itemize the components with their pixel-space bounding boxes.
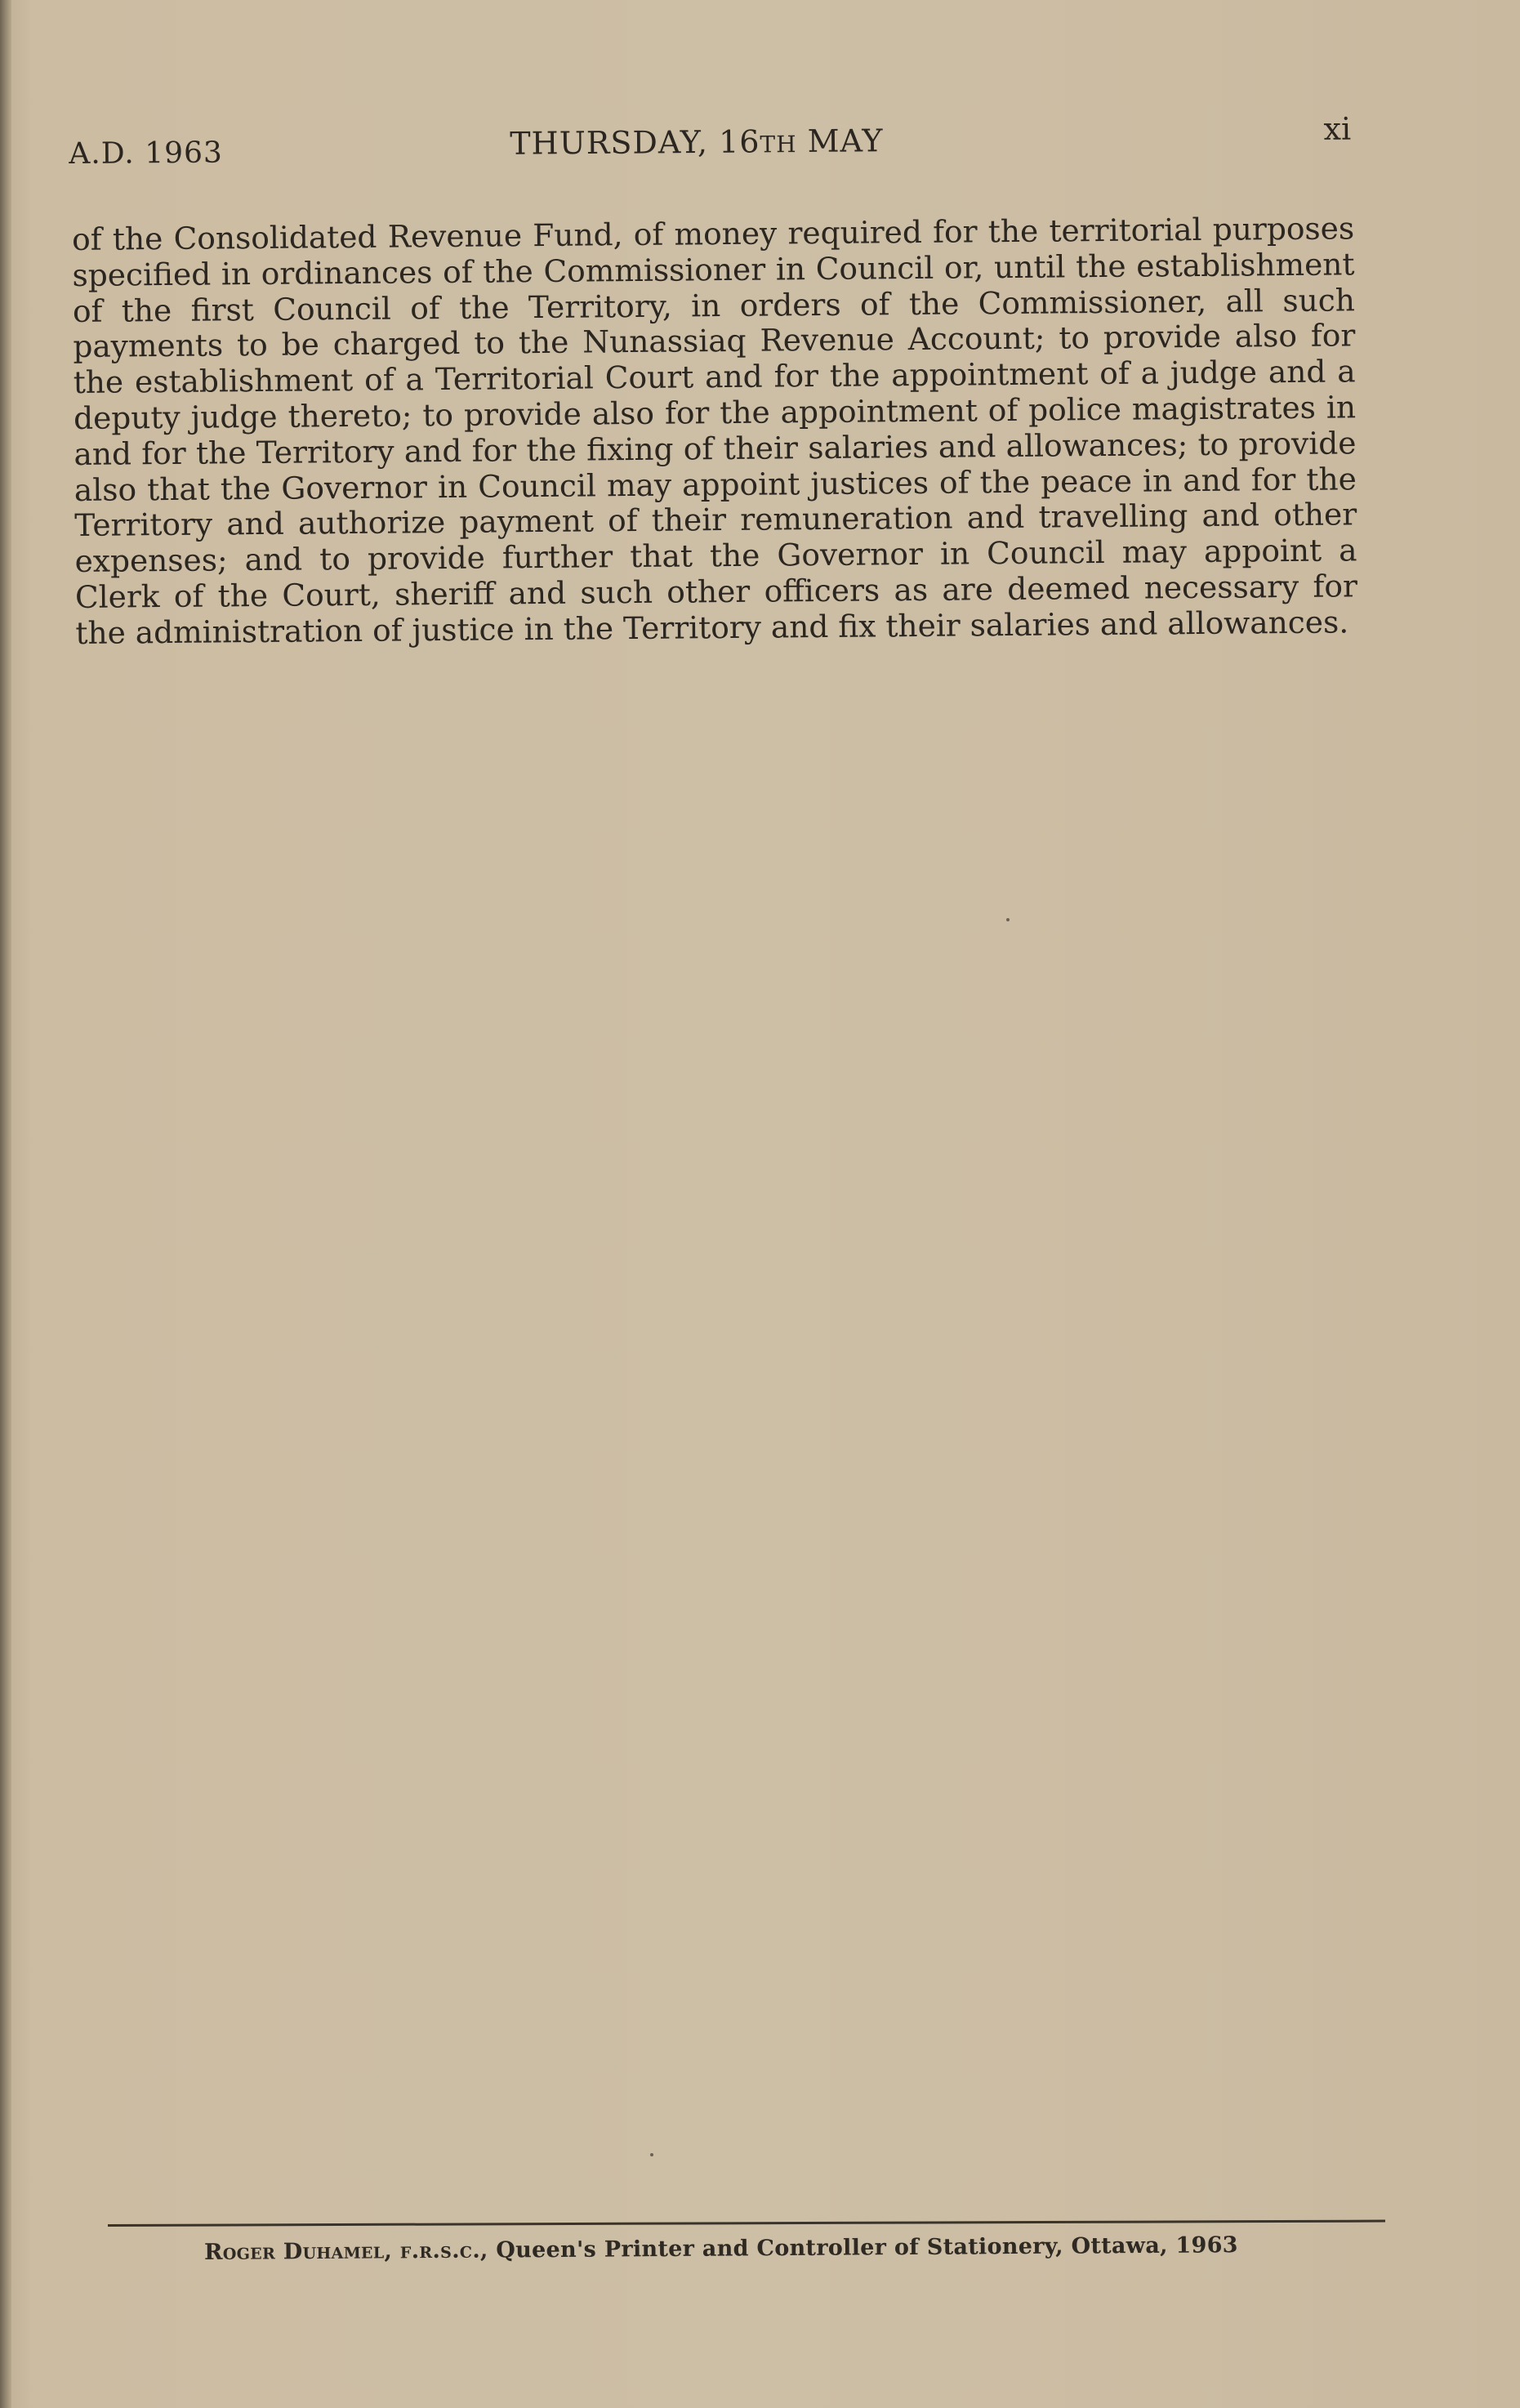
header-date-ordinal: TH bbox=[760, 130, 797, 158]
footer-rule bbox=[108, 2220, 1385, 2227]
paper-speck bbox=[650, 2153, 653, 2156]
header-date-day: THURSDAY, 16 bbox=[510, 123, 760, 162]
running-header bbox=[69, 111, 1352, 178]
paper-speck bbox=[1006, 918, 1010, 921]
printer-imprint bbox=[204, 2232, 1348, 2265]
printer-title: , f.r.s.c., bbox=[384, 2237, 488, 2264]
body-paragraph: of the Consolidated Revenue Fund, of money required for the territorial purposes specified in ordinances of the Commissioner in Council or, until the establishment of the first Council of the Territory, in orders of the Commissioner, all such payments to be charged to the Nunassiaq Revenue Account; to provide also for the establishment of a Territorial Court and for the appointment of a judge and a deputy judge thereto; to provide also for the appointment of police magistrates in and for the Territory and for the fixing of their salaries and allowances; to provide also that the Governor in Council may appoint justices of the peace in and for the Territory and authorize payment of their remuneration and travelling and other expenses; and to provide further that the Governor in Council may appoint a Clerk of the Court, sheriff and such other officers as are deemed necessary for the administration of justice in the Territory and fix their salaries and allowances. bbox=[71, 210, 1358, 651]
header-date-month: MAY bbox=[796, 123, 884, 159]
page-number: xi bbox=[1323, 110, 1352, 147]
header-date bbox=[510, 123, 884, 162]
header-year: A.D. 1963 bbox=[69, 136, 224, 171]
imprint-text: Queen's Printer and Controller of Stationery, Ottawa, 1963 bbox=[488, 2232, 1238, 2263]
binding-gutter bbox=[0, 0, 11, 2408]
printer-name: Roger Duhamel bbox=[204, 2238, 385, 2265]
